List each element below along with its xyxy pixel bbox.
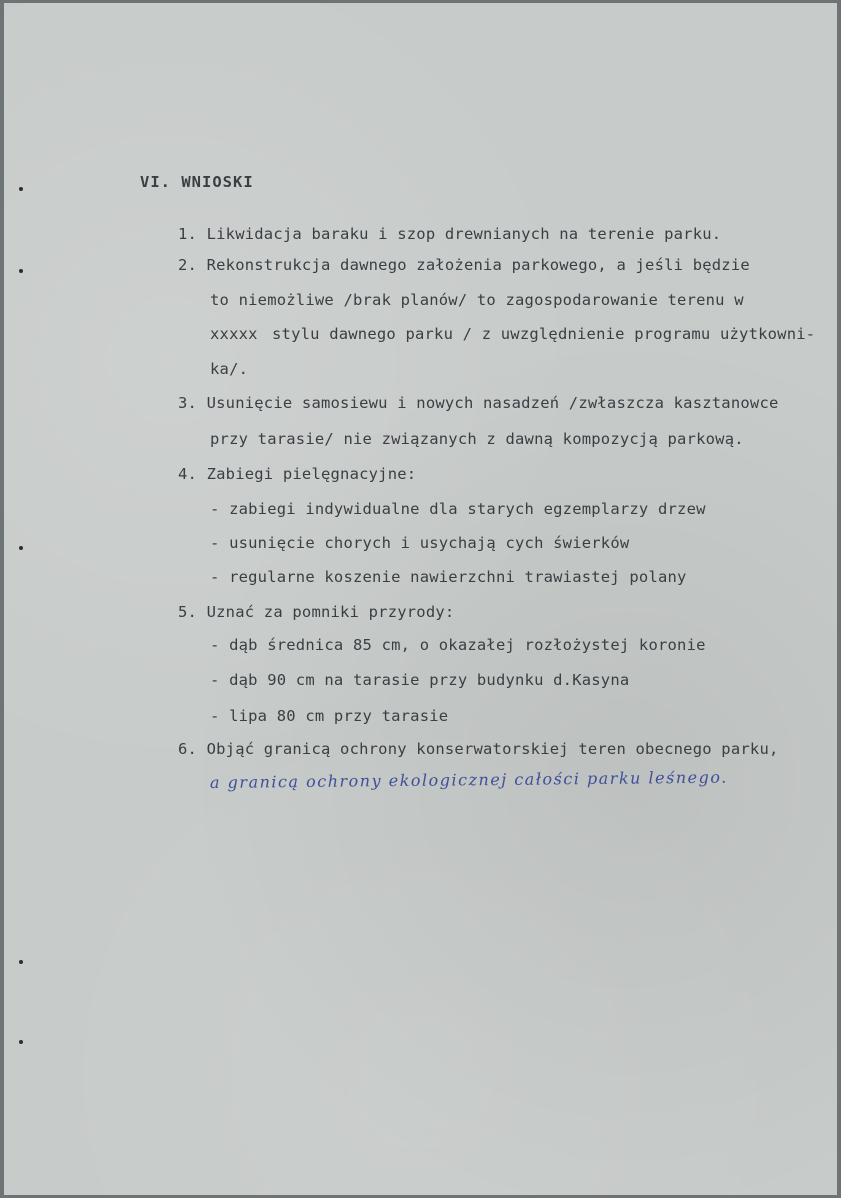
punch-hole — [19, 546, 23, 550]
document-page — [4, 3, 837, 1195]
punch-hole — [19, 187, 23, 191]
item-4: 4. Zabiegi pielęgnacyjne: — [178, 465, 417, 483]
handwritten-note: a granicą ochrony ekologicznej całości parku leśnego. — [209, 767, 728, 792]
punch-hole — [19, 960, 23, 964]
section-heading: VI. WNIOSKI — [140, 173, 254, 191]
item-1: 1. Likwidacja baraku i szop drewnianych na terenie parku. — [178, 225, 722, 243]
item-6: 6. Objąć granicą ochrony konserwatorskiej teren obecnego parku, — [178, 740, 779, 758]
item-4-bullet-3: - regularne koszenie nawierzchni trawiastej polany — [210, 568, 687, 586]
item-5-bullet-1: - dąb średnica 85 cm, o okazałej rozłożystej koronie — [210, 636, 706, 654]
item-2-line-2: to niemożliwe /brak planów/ to zagospodarowanie terenu w — [210, 291, 744, 309]
item-3-line-2: przy tarasie/ nie związanych z dawną kompozycją parkową. — [210, 430, 744, 448]
item-2-line-3: stylu dawnego parku / z uwzględnienie programu użytkowni- — [272, 325, 816, 343]
item-5-bullet-3: - lipa 80 cm przy tarasie — [210, 707, 449, 725]
item-4-bullet-1: - zabiegi indywidualne dla starych egzemplarzy drzew — [210, 500, 706, 518]
punch-hole — [19, 269, 23, 273]
item-2-line-4: ka/. — [210, 360, 249, 378]
item-3-line-1: 3. Usunięcie samosiewu i nowych nasadzeń /zwłaszcza kasztanowce — [178, 394, 779, 412]
item-2-line-1: 2. Rekonstrukcja dawnego założenia parkowego, a jeśli będzie — [178, 256, 750, 274]
item-5: 5. Uznać za pomniki przyrody: — [178, 603, 455, 621]
punch-hole — [19, 1040, 23, 1044]
item-5-bullet-2: - dąb 90 cm na tarasie przy budynku d.Kasyna — [210, 671, 630, 689]
item-4-bullet-2: - usunięcie chorych i usychają cych świerków — [210, 534, 630, 552]
struck-out-word: xxxxx — [210, 325, 258, 343]
